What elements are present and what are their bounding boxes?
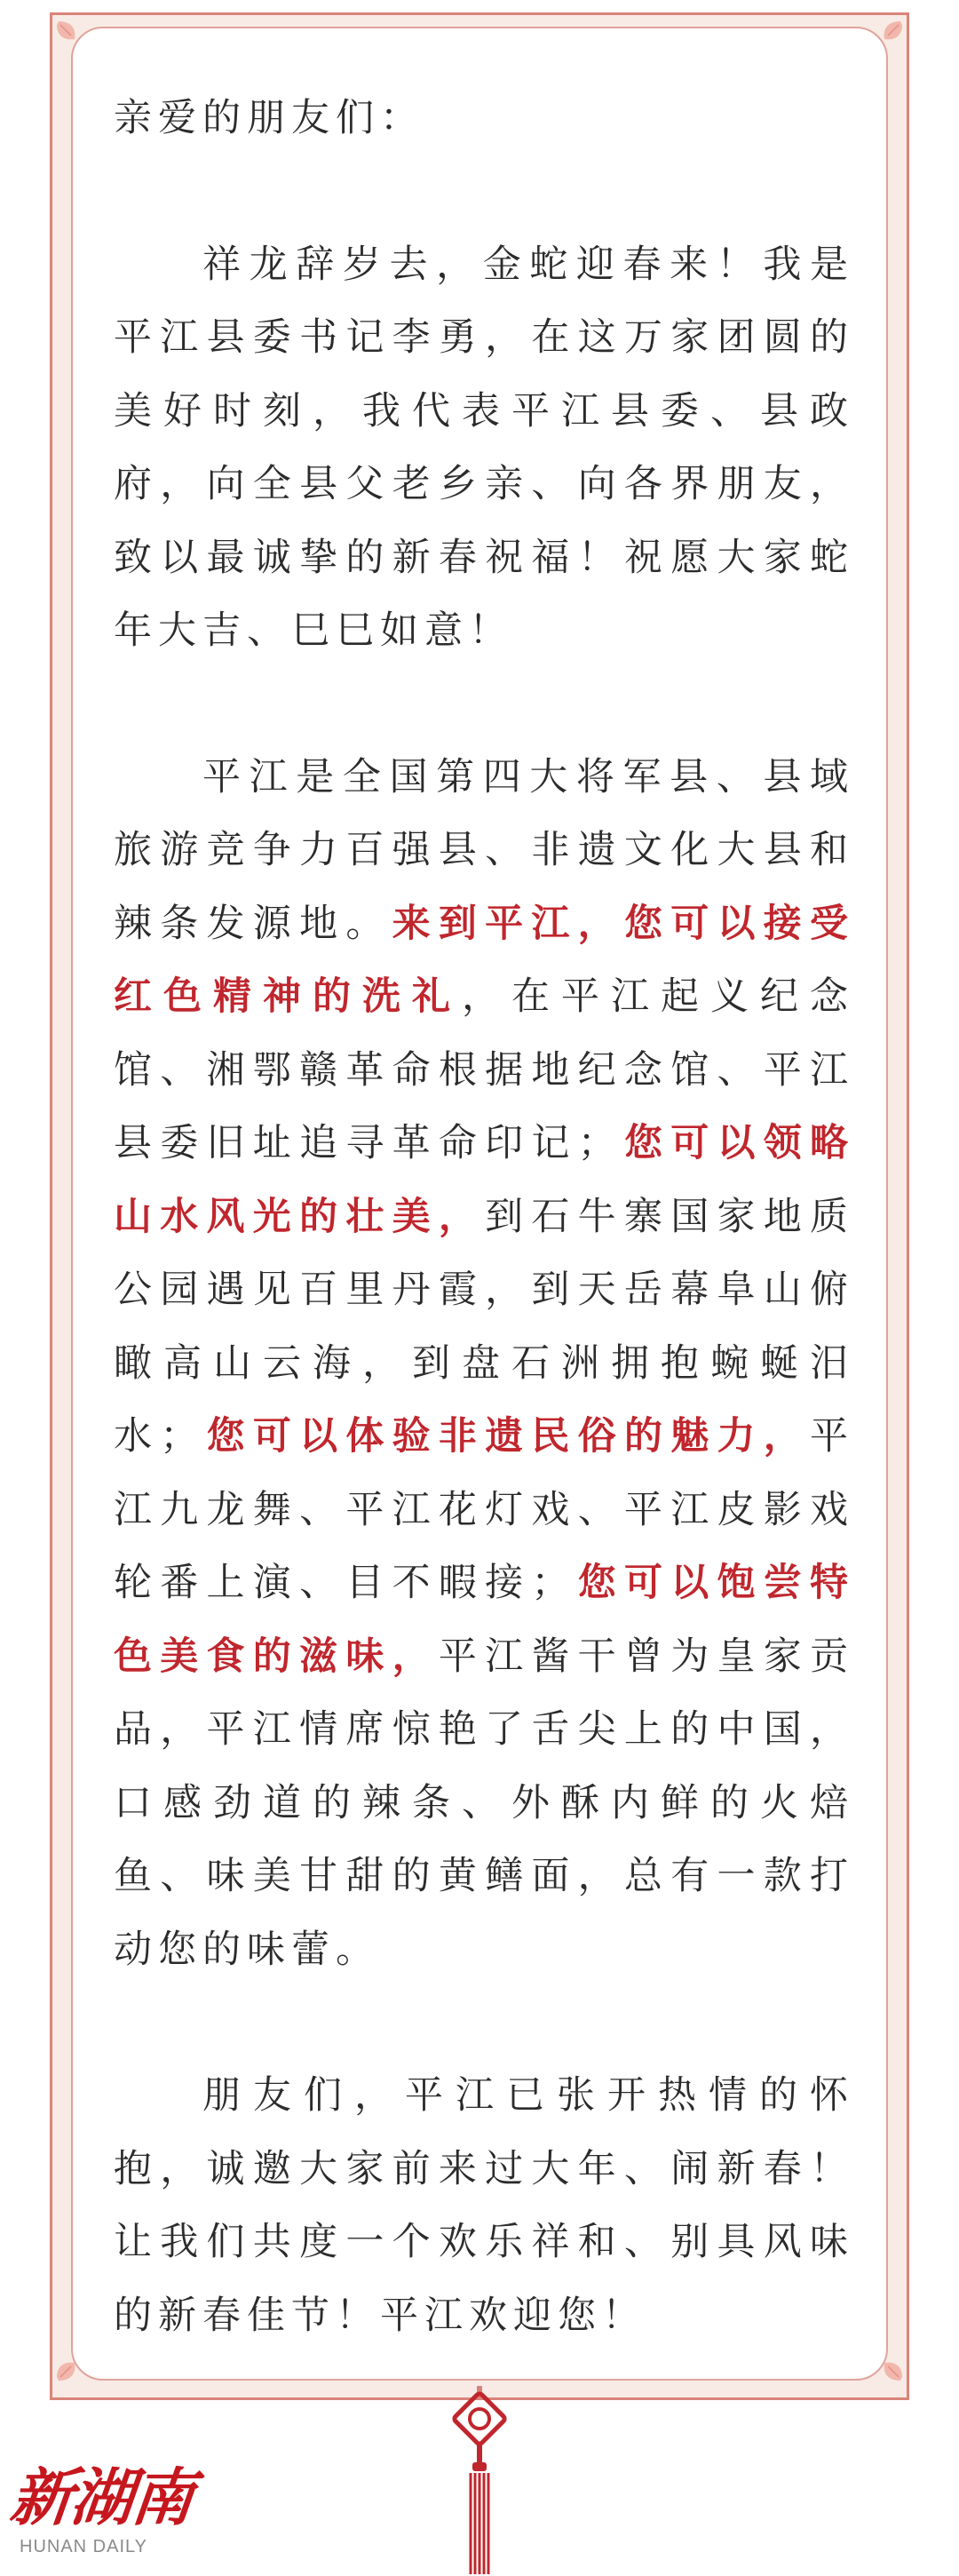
paragraph-text: 平江九龙舞、平江花灯戏、平江皮影戏轮番上演、目不暇接； — [114, 1414, 855, 1605]
highlight-landscape: 您可以领略山水风光的壮美， — [114, 1121, 855, 1239]
chinese-knot-icon — [451, 2386, 508, 2576]
paragraph-text: 平江是全国第四大将军县、县域旅游竞争力百强县、非遗文化大县和辣条发源地。 — [114, 754, 854, 946]
logo-chinese-text: 新湖南 — [6, 2461, 196, 2534]
letter-paragraph-1: 祥龙辞岁去，金蛇迎春来！我是平江县委书记李勇，在这万家团圆的美好时刻，我代表平江县委、县政府，向全县父老乡亲、向各界朋友，致以最诚挚的新春祝福！祝愿大家蛇年大吉、巳巳如意！ — [114, 242, 854, 653]
corner-petal-icon — [53, 18, 80, 44]
letter-greeting: 亲爱的朋友们： — [114, 96, 424, 140]
hunan-daily-logo — [6, 2461, 206, 2572]
corner-petal-icon — [879, 2357, 906, 2384]
letter-paragraph-3: 朋友们，平江已张开热情的怀抱，诚邀大家前来过大年、闹新春！让我们共度一个欢乐祥和、别具风味的新春佳节！平江欢迎您！ — [114, 2073, 854, 2338]
highlight-folk-culture: 您可以体验非遗民俗的魅力， — [204, 1414, 811, 1459]
logo-english-text: HUNAN DAILY — [20, 2537, 147, 2556]
corner-petal-icon — [53, 2357, 80, 2384]
paragraph-text: 到石牛寨国家地质公园遇见百里丹霞，到天岳幕阜山俯瞰高山云海，到盘石洲拥抱蜿蜒汨水； — [114, 1194, 855, 1459]
corner-petal-icon — [879, 18, 906, 44]
highlight-red-spirit: 来到平江，您可以接受红色精神的洗礼 — [114, 901, 855, 1019]
highlight-local-food: 您可以饱尝特色美食的滋味， — [114, 1561, 855, 1679]
letter-body — [114, 82, 854, 2352]
letter-paragraph-2 — [114, 741, 854, 1987]
paragraph-text: 平江酱干曾为皇家贡品，平江情席惊艳了舌尖上的中国，口感劲道的辣条、外酥内鲜的火焙鱼、味美甘甜的黄鳝面，总有一款打动您的味蕾。 — [114, 1634, 855, 1972]
paragraph-text: ，在平江起义纪念馆、湘鄂赣革命根据地纪念馆、平江县委旧址追寻革命印记； — [114, 974, 854, 1165]
